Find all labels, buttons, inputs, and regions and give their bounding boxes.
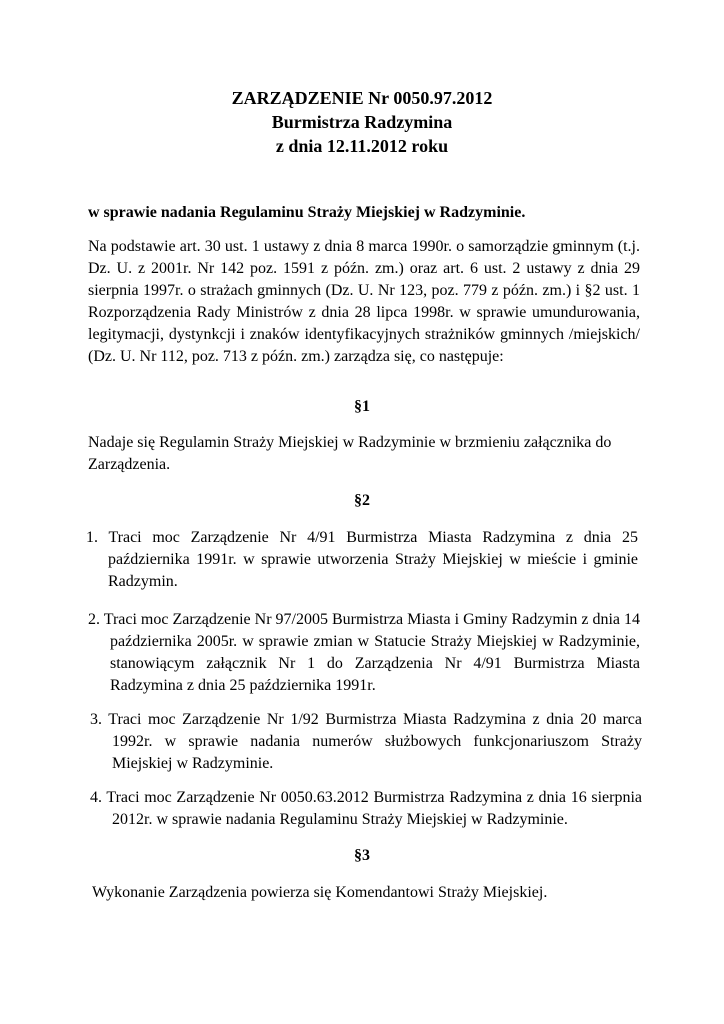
title-line-date: z dnia 12.11.2012 roku [275, 136, 449, 156]
section-2-item-3 [90, 709, 642, 775]
item-3-number: 3. [90, 711, 102, 728]
item-4-text: Traci moc Zarządzenie Nr 0050.63.2012 Burmistrza Radzymina z dnia 16 sierpnia 2012r. w sprawie nadania Regulaminu Straży Miejskiej w Radzyminie. [106, 789, 642, 828]
item-3-text: Traci moc Zarządzenie Nr 1/92 Burmistrza Miasta Radzymina z dnia 20 marca 1992r. w sprawie nadania numerów służbowych funkcjonariuszom Straży Miejskiej w Radzyminie. [108, 711, 642, 772]
title-line-issuer: Burmistrza Radzymina [271, 112, 453, 132]
section-mark-2: §2 [354, 492, 370, 509]
item-1-text: Traci moc Zarządzenie Nr 4/91 Burmistrza Miasta Radzymina z dnia 25 października 1991r. w sprawie utworzenia Straży Miejskiej w mieście i gminie Radzymin. [108, 529, 638, 590]
legal-basis-paragraph: Na podstawie art. 30 ust. 1 ustawy z dnia 8 marca 1990r. o samorządzie gminnym (t.j. Dz. U. z 2001r. Nr 142 poz. 1591 z późn. zm.) oraz art. 6 ust. 2 ustawy z dnia 29 sierpnia 1997r. o strażach gminnych (Dz. U. Nr 123, poz. 779 z późn. zm.) i §2 ust. 1 Rozporządzenia Rady Ministrów z dnia 28 lipca 1998r. w sprawie umundurowania, legitymacji, dystynkcji i znaków identyfikacyjnych strażników gminnych /miejskich/ (Dz. U. Nr 112, poz. 713 z późn. zm.) zarządza się, co następuje: [88, 238, 640, 365]
section-2-item-1 [86, 527, 638, 593]
section-2-item-4 [90, 787, 642, 831]
document-title [0, 86, 724, 158]
section-mark-3: §3 [354, 847, 370, 864]
section-3-text: Wykonanie Zarządzenia powierza się Komendantowi Straży Miejskiej. [92, 884, 548, 901]
title-line-ordinance-number: ZARZĄDZENIE Nr 0050.97.2012 [231, 88, 493, 108]
document-subject: w sprawie nadania Regulaminu Straży Miejskiej w Radzyminie. [88, 204, 526, 221]
section-1-text: Nadaje się Regulamin Straży Miejskiej w Radzyminie w brzmieniu załącznika do Zarządzenia. [88, 434, 612, 473]
section-mark-1: §1 [354, 398, 370, 415]
item-2-number: 2. [88, 611, 100, 628]
item-1-number: 1. [86, 529, 98, 546]
item-2-text: Traci moc Zarządzenie Nr 97/2005 Burmistrza Miasta i Gminy Radzymin z dnia 14 października 2005r. w sprawie zmian w Statucie Straży Miejskiej w Radzyminie, stanowiącym załącznik Nr 1 do Zarządzenia Nr 4/91 Burmistrza Miasta Radzymina z dnia 25 października 1991r. [103, 611, 640, 694]
section-2-item-2 [88, 609, 640, 697]
item-4-number: 4. [90, 789, 102, 806]
